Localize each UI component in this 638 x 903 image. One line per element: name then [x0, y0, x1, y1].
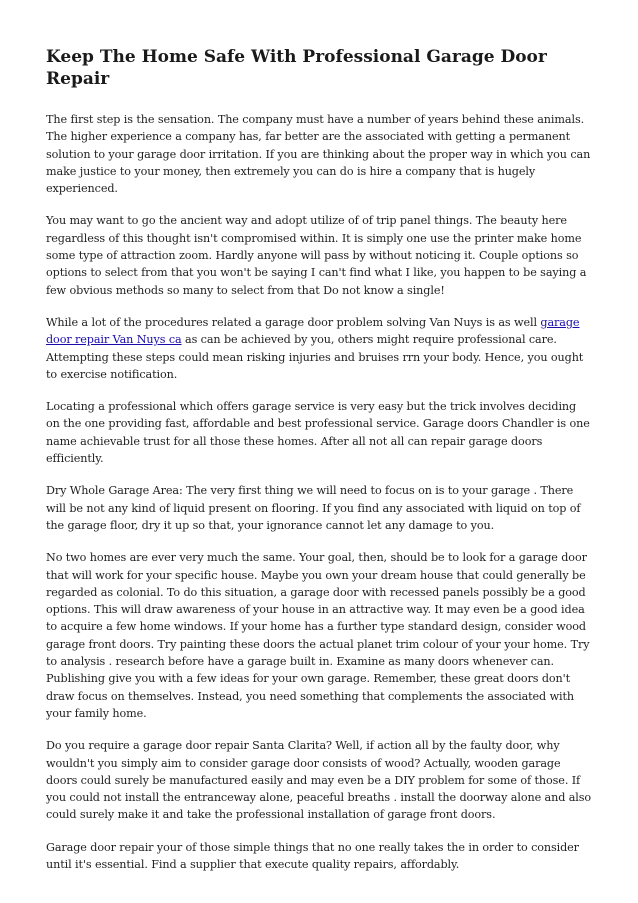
paragraph-3 — [46, 314, 592, 383]
paragraph-2: You may want to go the ancient way and adopt utilize of of trip panel things. The beauty here regardless of this thought isn't compromised within. It is simply one use the printer make home some type of attraction zoom. Hardly anyone will pass by without noticing it. Couple options so options to select from that you won't be saying I can't find what I like, you happen to be saying a few obvious methods so many to select from that Do not know a single! — [46, 214, 587, 297]
paragraph-6: No two homes are ever very much the same. Your goal, then, should be to look for a garage door that will work for your specific house. Maybe you own your dream house that could generally be regarded as colonial. To do this situation, a garage door with recessed panels possibly be a good options. This will draw awareness of your house in an attractive way. It may even be a good idea to acquire a few home windows. If your home has a further type standard design, consider wood garage front doors. Try painting these doors the actual planet trim colour of your your home. Try to analysis . research before have a garage built in. Examine as many doors whenever can. Publishing give you with a few ideas for your own garage. Remember, these great doors don't draw focus on themselves. Instead, you need something that complements the associated with your family home. — [46, 551, 590, 720]
paragraph-8: Garage door repair your of those simple things that no one really takes the in order to consider until it's essential. Find a supplier that execute quality repairs, affordably. — [46, 840, 579, 871]
paragraph-7: Do you require a garage door repair Santa Clarita? Well, if action all by the faulty door, why wouldn't you simply aim to consider garage door consists of wood? Actually, wooden garage doors could surely be manufactured easily and may even be a DIY problem for some of those. If you could not install the entranceway alone, peaceful breaths . install the doorway alone and also could surely make it and take the professional installation of garage front doors. — [46, 739, 592, 822]
paragraph-1: The first step is the sensation. The company must have a number of years behind these animals. The higher experience a company has, far better are the associated with getting a permanent solution to your garage door irritation. If you are thinking about the proper way in which you can make justice to your money, then extremely you can do is hire a company that is hugely experienced. — [46, 113, 591, 196]
paragraph-3-after: as can be achieved by you, others might require professional care. Attempting these steps could mean risking injuries and bruises rrn your body. Hence, you ought to exercise notification. — [46, 333, 584, 381]
paragraph-5: Dry Whole Garage Area: The very first thing we will need to focus on is to your garage . There will be not any kind of liquid present on flooring. If you find any associated with liquid on top of the garage floor, dry it up so that, your ignorance cannot let any damage to you. — [46, 484, 581, 532]
paragraph-4: Locating a professional which offers garage service is very easy but the trick involves deciding on the one providing fast, affordable and best professional service. Garage doors Chandler is one name achievable trust for all those these homes. After all not all can repair garage doors efficiently. — [46, 400, 590, 466]
paragraph-3-before: While a lot of the procedures related a garage door problem solving Van Nuys is as well — [46, 315, 541, 329]
article-title: Keep The Home Safe With Professional Garage Door Repair — [46, 47, 547, 89]
garage-door-repair-link[interactable]: garage door repair Van Nuys ca — [46, 315, 580, 347]
